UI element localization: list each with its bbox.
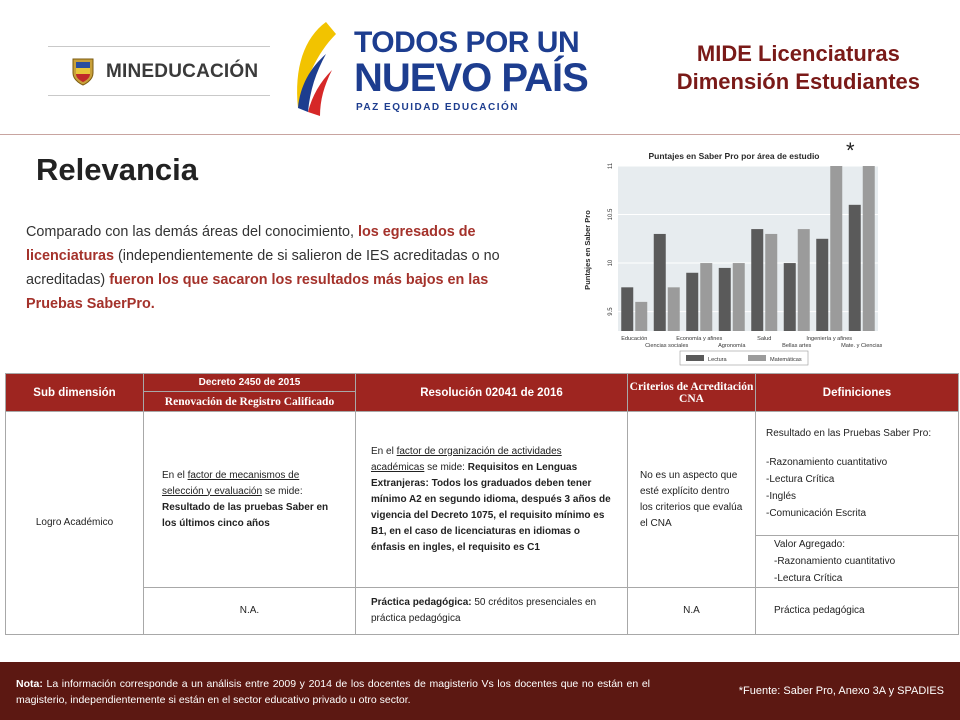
cell-definicion-saber-pro xyxy=(756,412,959,536)
bar-lectura xyxy=(686,273,698,331)
intro-text-2: (independientemente de si salieron de IES acreditadas o no acreditadas) xyxy=(26,248,500,288)
intro-paragraph xyxy=(26,220,546,316)
header-divider xyxy=(0,134,960,135)
dimension-table xyxy=(5,373,959,635)
footer-note xyxy=(16,676,650,708)
header-title xyxy=(677,40,920,96)
intro-highlight-1: los egresados de licenciaturas xyxy=(26,224,476,264)
x-category-label: Ciencias sociales xyxy=(645,343,689,349)
header-title-line1: MIDE Licenciaturas xyxy=(696,41,900,66)
bar-matematicas xyxy=(635,302,647,331)
dec-mid: se mide: xyxy=(262,485,303,497)
tpn-line2: NUEVO PAÍS xyxy=(354,56,588,100)
chart-asterisk: * xyxy=(846,138,855,163)
def1-item: -Razonamiento cuantitativo xyxy=(766,457,888,468)
def1-item: -Inglés xyxy=(766,491,797,502)
res3-text: 50 créditos presenciales en práctica pedagógica xyxy=(371,597,597,624)
legend-swatch xyxy=(686,355,704,361)
page-title: Relevancia xyxy=(36,152,198,187)
res3-bold: Práctica pedagógica: xyxy=(371,597,472,608)
bar-matematicas xyxy=(863,166,875,331)
tpn-line3: PAZ EQUIDAD EDUCACIÓN xyxy=(356,102,519,113)
intro-text-1: Comparado con las demás áreas del conocimiento, xyxy=(26,224,358,240)
def2-title: Valor Agregado: xyxy=(774,539,845,550)
header-resolucion: Resolución 02041 de 2016 xyxy=(356,374,628,412)
footer xyxy=(0,662,960,720)
bar-matematicas xyxy=(733,263,745,331)
x-category-label: Ingeniería y afines xyxy=(806,336,853,342)
def2-item: -Lectura Crítica xyxy=(774,573,843,584)
def2-item: -Razonamiento cuantitativo xyxy=(774,556,896,567)
x-category-label: Economía y afines xyxy=(676,336,723,342)
y-tick-label: 10 xyxy=(608,259,614,267)
footer-note-text: La información corresponde a un análisis entre 2009 y 2014 de los docentes de magisterio Vs los docentes que no están en el magisterio, independientemente si están en el sector educativo privado u otro sector. xyxy=(16,678,650,706)
bar-lectura xyxy=(621,287,633,331)
cell-resolucion-practica xyxy=(356,588,628,635)
todos-por-un-nuevo-pais-logo xyxy=(286,20,588,120)
cell-resolucion-logro xyxy=(356,412,628,588)
colombia-flag-swoosh-icon xyxy=(286,20,356,120)
y-tick-label: 9.5 xyxy=(608,307,614,316)
bar-matematicas xyxy=(798,229,810,331)
header-decreto: Decreto 2450 de 2015 xyxy=(144,374,356,392)
bar-lectura xyxy=(816,239,828,331)
x-category-label: Salud xyxy=(757,336,772,342)
legend-swatch xyxy=(748,355,766,361)
x-category-label: Bellas artes xyxy=(782,343,812,349)
header-title-line2: Dimensión Estudiantes xyxy=(676,69,920,94)
bar-lectura xyxy=(849,205,861,331)
y-tick-label: 11 xyxy=(608,162,614,170)
x-category-label: Educación xyxy=(621,336,648,342)
tpn-line1: TODOS POR UN xyxy=(354,26,580,59)
def1-item: -Lectura Crítica xyxy=(766,474,835,485)
mineducacion-logo-text: MINEDUCACIÓN xyxy=(106,61,259,82)
x-category-label: Agronomía xyxy=(718,343,746,349)
intro-highlight-2: fueron los que sacaron los resultados más bajos en las Pruebas SaberPro. xyxy=(26,272,489,312)
legend-label: Matemáticas xyxy=(770,357,802,363)
dec-pre: En el xyxy=(162,469,188,481)
bar-lectura xyxy=(654,234,666,331)
header-renovacion: Renovación de Registro Calificado xyxy=(144,392,356,412)
dec-factor: factor de mecanismos de selección y evaluación xyxy=(162,469,300,497)
x-category-label: Mate. y Ciencias xyxy=(841,343,882,349)
colombia-crest-icon xyxy=(70,57,96,87)
res-bold: Requisitos en Lenguas Extranjeras: Todos los graduados deben tener mínimo A2 en segundo idioma, después 3 años de vigencia del Decreto 1075, el requisito mínimo es B1, en el caso de licenciaturas en idiomas o énfasis en ingles, el requisito es C1 xyxy=(371,461,611,553)
def1-item: -Comunicación Escrita xyxy=(766,508,867,519)
cell-definicion-valor-agregado xyxy=(756,536,959,588)
saber-pro-bar-chart xyxy=(582,138,882,370)
dec-bold: Resultado de las pruebas Saber en los últimos cinco años xyxy=(162,501,329,529)
chart-ylabel: Puntajes en Saber Pro xyxy=(583,210,592,290)
bar-matematicas xyxy=(765,234,777,331)
cell-criterios-logro: No es un aspecto que esté explícito dentro los criterios que evalúa el CNA xyxy=(628,412,756,588)
footer-source: *Fuente: Saber Pro, Anexo 3A y SPADIES xyxy=(738,685,944,697)
res-factor: factor de organización de actividades académicas xyxy=(371,445,562,473)
bar-lectura xyxy=(751,229,763,331)
cell-logro-academico: Logro Académico xyxy=(6,412,144,635)
y-tick-label: 10.5 xyxy=(608,208,614,221)
legend-label: Lectura xyxy=(708,357,727,363)
header-definiciones: Definiciones xyxy=(756,374,959,412)
footer-note-label: Nota: xyxy=(16,678,43,690)
cell-criterios-practica: N.A xyxy=(628,588,756,635)
cell-decreto-logro xyxy=(144,412,356,588)
header-criterios: Criterios de Acreditación CNA xyxy=(628,374,756,412)
header-sub-dimension: Sub dimensión xyxy=(6,374,144,412)
bar-lectura xyxy=(719,268,731,331)
cell-definicion-practica: Práctica pedagógica xyxy=(756,588,959,635)
res-pre: En el xyxy=(371,445,397,457)
chart-title: Puntajes en Saber Pro por área de estudio xyxy=(648,151,820,161)
bar-matematicas xyxy=(700,263,712,331)
bar-lectura xyxy=(784,263,796,331)
bar-matematicas xyxy=(830,166,842,331)
mineducacion-logo xyxy=(48,46,270,96)
res-mid: se mide: xyxy=(424,461,468,473)
def1-title: Resultado en las Pruebas Saber Pro: xyxy=(766,428,932,439)
cell-decreto-practica: N.A. xyxy=(144,588,356,635)
bar-matematicas xyxy=(668,287,680,331)
